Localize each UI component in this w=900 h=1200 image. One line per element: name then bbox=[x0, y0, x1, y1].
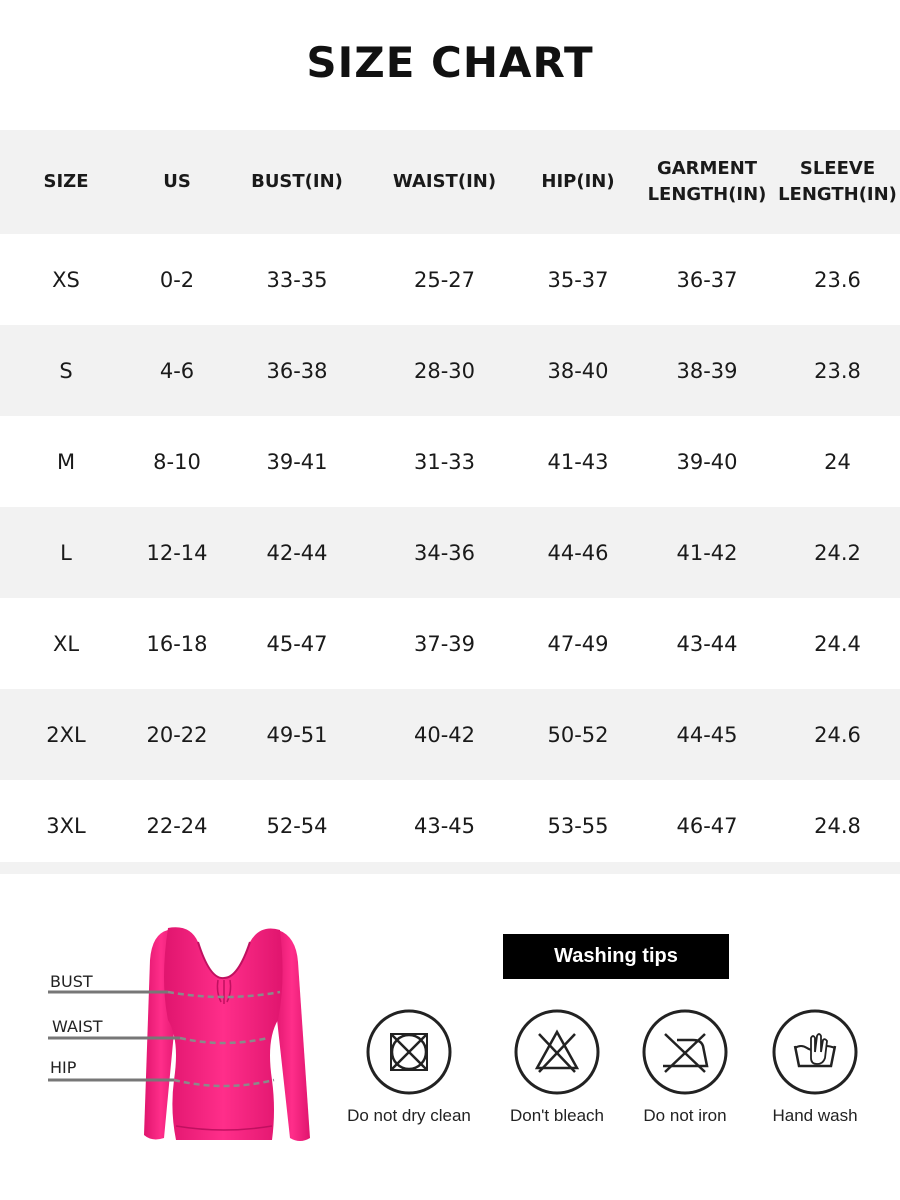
cell-garment-length: 44-45 bbox=[676, 722, 738, 747]
cell-waist: 31-33 bbox=[413, 449, 476, 474]
cell-garment-length: 41-42 bbox=[676, 540, 738, 565]
cell-size: L bbox=[60, 540, 72, 565]
cell-size: S bbox=[59, 358, 73, 383]
cell-bust: 33-35 bbox=[266, 267, 328, 292]
cell-size: XL bbox=[52, 631, 80, 656]
cell-garment-length: 46-47 bbox=[676, 813, 738, 838]
cell-hip: 47-49 bbox=[547, 631, 609, 656]
cell-size: 2XL bbox=[46, 722, 86, 747]
cell-waist: 40-42 bbox=[413, 722, 476, 747]
cell-bust: 45-47 bbox=[266, 631, 328, 656]
table-row bbox=[0, 689, 900, 780]
cell-sleeve-length: 24.6 bbox=[814, 722, 861, 747]
care-label: Do not dry clean bbox=[347, 1106, 471, 1125]
header-bust: BUST(IN) bbox=[251, 171, 343, 192]
cell-garment-length: 39-40 bbox=[676, 449, 738, 474]
hip-label: HIP bbox=[50, 1058, 77, 1077]
care-label: Don't bleach bbox=[510, 1106, 604, 1125]
cell-bust: 36-38 bbox=[266, 358, 328, 383]
header-hip: HIP(IN) bbox=[541, 171, 615, 192]
header-garment-length: GARMENT LENGTH(IN) bbox=[647, 158, 767, 205]
cell-sleeve-length: 23.8 bbox=[814, 358, 861, 383]
cell-sleeve-length: 24.8 bbox=[814, 813, 861, 838]
cell-waist: 28-30 bbox=[413, 358, 476, 383]
cell-us: 0-2 bbox=[159, 267, 195, 292]
table-header-row bbox=[0, 130, 900, 234]
care-item-dry-clean bbox=[334, 1008, 484, 1126]
bust-label: BUST bbox=[50, 972, 93, 991]
care-item-hand-wash bbox=[740, 1008, 890, 1126]
cell-bust: 42-44 bbox=[266, 540, 328, 565]
cell-bust: 52-54 bbox=[266, 813, 328, 838]
table-row bbox=[0, 234, 900, 325]
cell-hip: 50-52 bbox=[547, 722, 609, 747]
cell-garment-length: 36-37 bbox=[676, 267, 738, 292]
no-bleach-icon bbox=[513, 1008, 601, 1096]
waist-label: WAIST bbox=[52, 1017, 103, 1036]
page-title: SIZE CHART bbox=[306, 38, 594, 87]
care-label: Hand wash bbox=[772, 1106, 858, 1125]
cell-us: 16-18 bbox=[146, 631, 208, 656]
cell-sleeve-length: 23.6 bbox=[814, 267, 861, 292]
cell-hip: 53-55 bbox=[547, 813, 609, 838]
cell-us: 20-22 bbox=[146, 722, 208, 747]
size-table bbox=[0, 130, 900, 871]
no-iron-icon bbox=[641, 1008, 729, 1096]
cell-waist: 34-36 bbox=[413, 540, 476, 565]
header-sleeve-length: SLEEVE LENGTH(IN) bbox=[778, 158, 897, 205]
garment-illustration bbox=[40, 920, 330, 1150]
cell-garment-length: 38-39 bbox=[676, 358, 738, 383]
table-row bbox=[0, 416, 900, 507]
table-row bbox=[0, 780, 900, 871]
cell-hip: 38-40 bbox=[547, 358, 609, 383]
cell-us: 8-10 bbox=[153, 449, 201, 474]
table-row bbox=[0, 325, 900, 416]
washing-tips-badge: Washing tips bbox=[503, 934, 729, 979]
cell-size: 3XL bbox=[46, 813, 86, 838]
cell-size: M bbox=[56, 449, 76, 474]
cell-us: 4-6 bbox=[159, 358, 195, 383]
cell-bust: 49-51 bbox=[266, 722, 328, 747]
cell-sleeve-length: 24.2 bbox=[814, 540, 861, 565]
cell-bust: 39-41 bbox=[266, 449, 328, 474]
cell-hip: 44-46 bbox=[547, 540, 609, 565]
cell-us: 12-14 bbox=[146, 540, 208, 565]
cell-waist: 43-45 bbox=[413, 813, 476, 838]
table-row bbox=[0, 507, 900, 598]
cell-garment-length: 43-44 bbox=[676, 631, 738, 656]
header-size: SIZE bbox=[43, 171, 89, 192]
hand-wash-icon bbox=[771, 1008, 859, 1096]
cell-sleeve-length: 24 bbox=[824, 449, 851, 474]
cell-hip: 41-43 bbox=[547, 449, 609, 474]
header-us: US bbox=[163, 171, 191, 192]
cell-size: XS bbox=[52, 267, 80, 292]
care-item-iron bbox=[610, 1008, 760, 1126]
table-bottom-band bbox=[0, 862, 900, 874]
cell-waist: 25-27 bbox=[413, 267, 476, 292]
no-dry-clean-icon bbox=[365, 1008, 453, 1096]
care-label: Do not iron bbox=[643, 1106, 727, 1125]
table-row bbox=[0, 598, 900, 689]
cell-waist: 37-39 bbox=[413, 631, 476, 656]
header-waist: WAIST(IN) bbox=[392, 171, 497, 192]
cell-hip: 35-37 bbox=[547, 267, 609, 292]
cell-us: 22-24 bbox=[146, 813, 208, 838]
cell-sleeve-length: 24.4 bbox=[814, 631, 861, 656]
